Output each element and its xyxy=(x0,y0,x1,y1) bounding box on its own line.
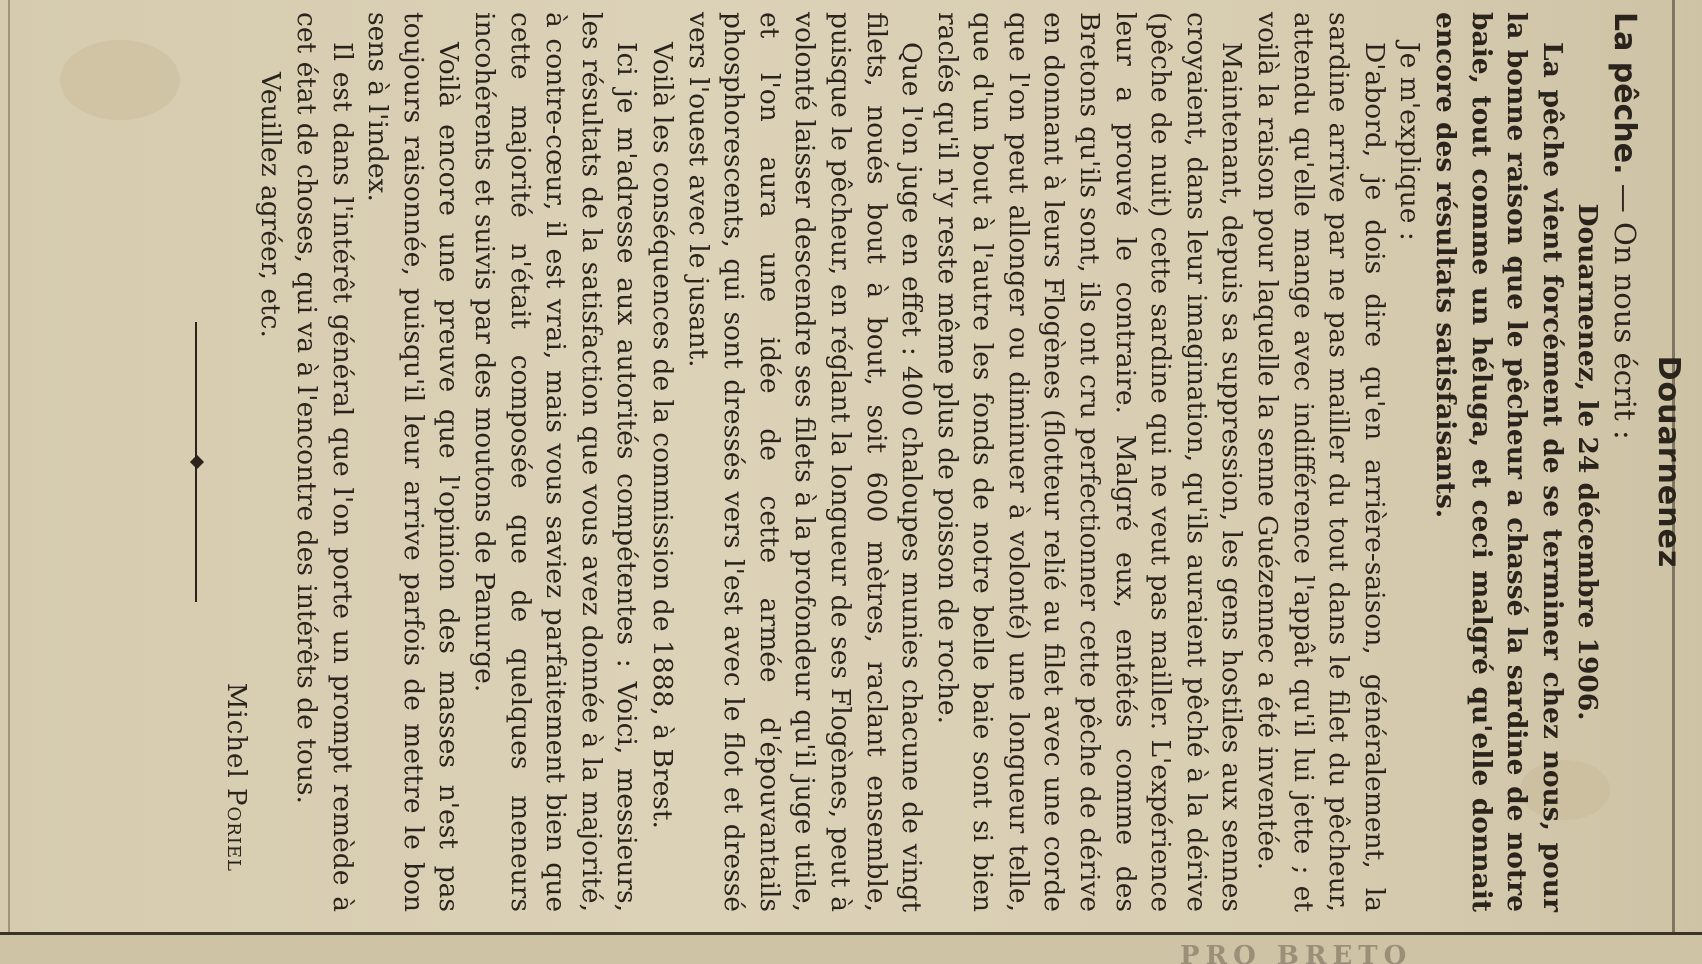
paragraph: Il est dans l'intérêt général que l'on porte un prompt remède à cet état de choses, qui va à l'encontre des intérêts de tous. xyxy=(291,12,358,912)
next-section-strip xyxy=(0,932,1702,964)
paragraph: Ici je m'adresse aux autorités compétentes : Voici, messieurs, les résultats de la satisfaction que vous avez donnée à la majorité, à contre-cœur, il est vrai, mais vous saviez parfaitement bien que cette majorité n'était composée que de quelques meneurs incohérents et suivis par des moutons de Panurge. xyxy=(469,12,643,912)
dateline: Douarnenez, le 24 décembre 1906. xyxy=(1572,203,1604,721)
closing-line: Veuillez agréer, etc. xyxy=(255,72,287,338)
article-headline xyxy=(1605,12,1642,912)
paragraph: Je m'explique : xyxy=(1394,42,1426,241)
column-rule-left xyxy=(8,0,10,964)
signature-first-name: Michel xyxy=(220,682,251,788)
signature-last-name: Poriel xyxy=(220,787,251,872)
paragraph: La pêche vient forcément de se terminer chez nous, pour la bonne raison que le pêcheur a chassé la sardine de notre baie, tout comme un héluga, et ceci malgré qu'elle donnait encore des résultats satisfaisants. xyxy=(1430,12,1568,912)
headline-bold: La pêche. xyxy=(1607,12,1642,175)
signature xyxy=(217,12,253,912)
section-rubric: Douarnenez xyxy=(1651,355,1686,569)
next-section-fragment: PRO BRETO xyxy=(1180,941,1413,964)
headline-rest: — On nous écrit : xyxy=(1608,174,1642,440)
paragraph: Que l'on juge en effet : 400 chaloupes munies chacune de vingt filets, noués bout à bout, soit 600 mètres, raclant ensemble, puisque le pêcheur, en réglant la longueur de ses Flogènes, peut à volonté laisser descendre ses filets à la profondeur qu'il juge utile, et l'on aura une idée de cette armée d'épouvantails phosphorescents, qui sont dressés vers l'est avec le flot et dressé vers l'ouest avec le jusant. xyxy=(682,12,928,912)
ornament-diamond xyxy=(190,455,204,469)
paragraph: D'abord, je dois dire qu'en arrière-saison, généralement, la sardine arrive par ne pas mailler du tout dans le filet du pêcheur, attendu qu'elle mange avec indifférence l'appât qu'il lui jette ; et voilà la raison pour laquelle la senne Guézennec a été inventée. xyxy=(1252,12,1390,912)
paragraph: Voilà encore une preuve que l'opinion des masses n'est pas toujours raisonnée, puisqu'il leur arrive parfois de mettre le bon sens à l'index. xyxy=(362,12,465,912)
article-column xyxy=(50,12,1690,912)
paragraph: Maintenant, depuis sa suppression, les gens hostiles aux sennes croyaient, dans leur imagination, qu'ils auraient pêché à la dérive (pêche de nuit) cette sardine qui ne veut pas mailler. L'expérience leur a prouvé le contraire. Malgré eux, entêtés comme des Bretons qu'ils sont, ils ont cru perfectionner cette pêche de dérive en donnant à leurs Flogènes (flotteur relié au filet avec une corde que l'on peut allonger ou diminuer à volonté) une longueur telle, que d'un bout à l'autre les fonds de notre belle baie sont si bien raclés qu'il n'y reste même plus de poisson de roche. xyxy=(931,12,1248,912)
paragraph: Voilà les conséquences de la commission de 1888, à Brest. xyxy=(646,42,678,829)
end-ornament xyxy=(183,12,209,912)
